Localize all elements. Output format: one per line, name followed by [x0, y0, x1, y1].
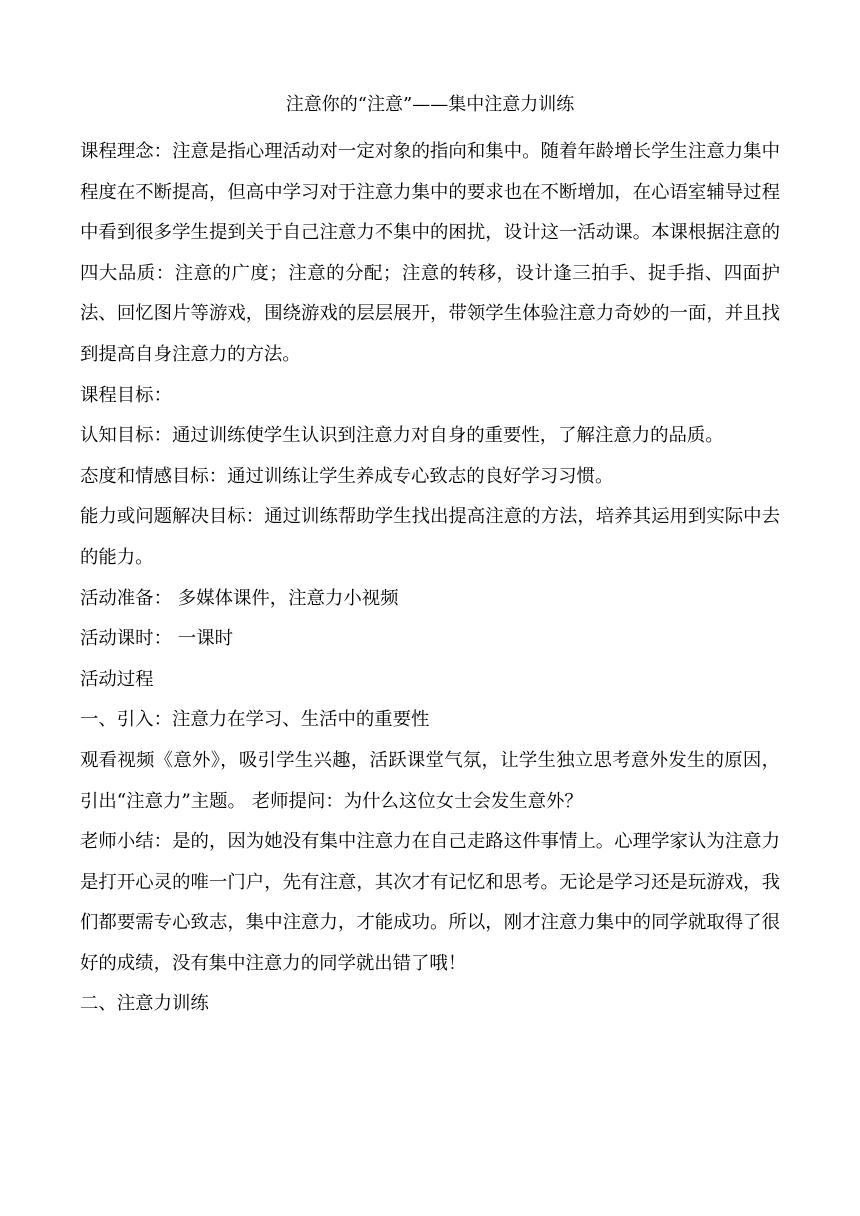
teacher-summary-paragraph: 老师小结：是的，因为她没有集中注意力在自己走路这件事情上。心理学家认为注意力是打开心灵的唯一门户，先有注意，其次才有记忆和思考。无论是学习还是玩游戏，我们都要需专心致志，集中注意力，才能成功。所以，刚才注意力集中的同学就取得了很好的成绩，没有集中注意力的同学就出错了哦！ — [80, 831, 780, 974]
document-body — [80, 132, 780, 1025]
cognitive-goal-paragraph: 认知目标：通过训练使学生认识到注意力对自身的重要性，了解注意力的品质。 — [80, 425, 724, 447]
attitude-goal-paragraph: 态度和情感目标：通过训练让学生养成专心致志的良好学习习惯。 — [80, 465, 614, 487]
ability-goal-paragraph: 能力或问题解决目标：通过训练帮助学生找出提高注意的方法，培养其运用到实际中去的能力。 — [80, 506, 780, 568]
activity-preparation-line: 活动准备： 多媒体课件，注意力小视频 — [80, 587, 399, 609]
course-concept-paragraph: 课程理念：注意是指心理活动对一定对象的指向和集中。随着年龄增长学生注意力集中程度在不断提高，但高中学习对于注意力集中的要求也在不断增加，在心语室辅导过程中看到很多学生提到关于自己注意力不集中的困扰，设计这一活动课。本课根据注意的四大品质：注意的广度；注意的分配；注意的转移，设计逢三拍手、捉手指、四面护法、回忆图片等游戏，围绕游戏的层层展开，带领学生体验注意力奇妙的一面，并且找到提高自身注意力的方法。 — [80, 141, 780, 365]
section-two-heading: 二、注意力训练 — [80, 993, 209, 1015]
section-one-heading: 一、引入：注意力在学习、生活中的重要性 — [80, 709, 430, 731]
video-paragraph: 观看视频《意外》，吸引学生兴趣，活跃课堂气氛，让学生独立思考意外发生的原因，引出“注意力”主题。 老师提问：为什么这位女士会发生意外？ — [80, 749, 780, 812]
course-goals-heading: 课程目标： — [80, 384, 172, 406]
activity-duration-line: 活动课时： 一课时 — [80, 628, 233, 650]
activity-process-heading: 活动过程 — [80, 668, 154, 690]
document-title: 注意你的“注意”——集中注意力训练 — [285, 94, 575, 115]
